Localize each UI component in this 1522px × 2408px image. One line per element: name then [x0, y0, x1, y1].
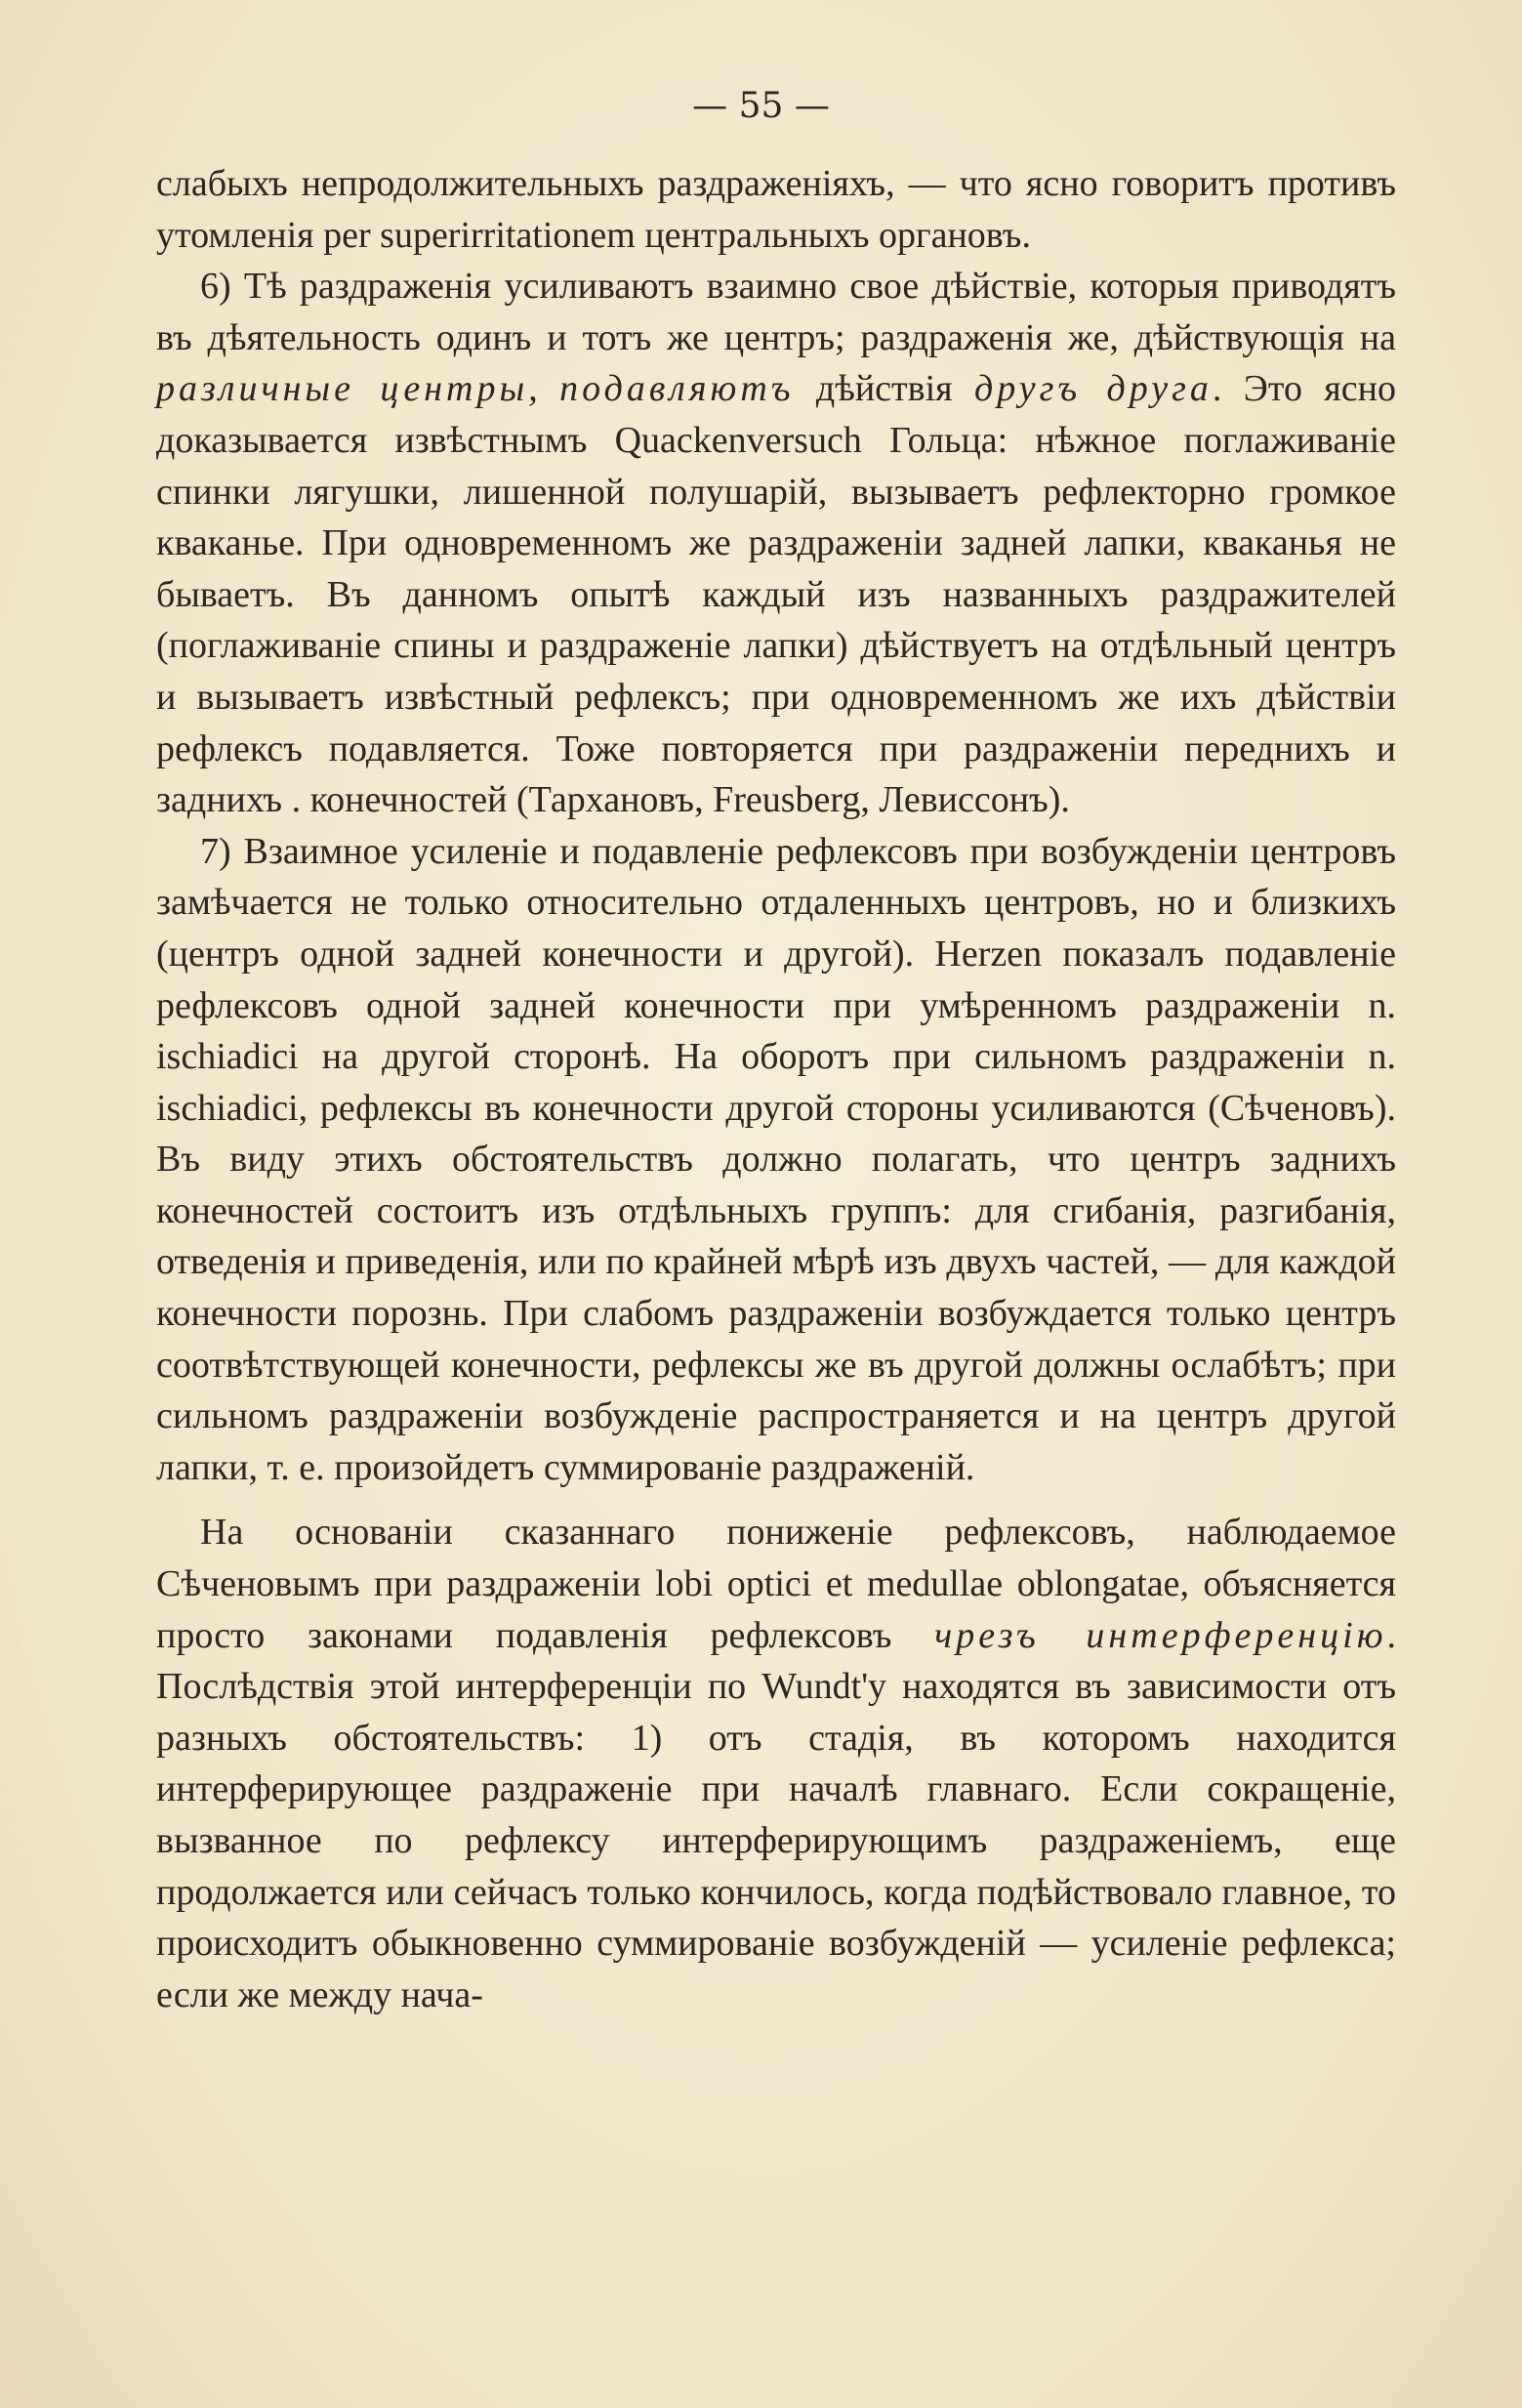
paragraph-p1 — [156, 158, 1396, 261]
text-run: 6) Тѣ раздраженія усиливаютъ взаимно свое дѣйствіе, которыя приводятъ въ дѣятельность одинъ и тотъ же центръ; раздраженія же, дѣйствующія на — [156, 266, 1396, 358]
emphasized-text: различные центры — [156, 368, 529, 410]
text-run: 7) Взаимное усиленіе и подавленіе рефлексовъ при возбужденіи центровъ замѣчается не только относительно отдаленныхъ центровъ, но и близкихъ (центръ одной задней конечности и другой). Herzen показалъ подавленіе рефлексовъ одной задней конечности при умѣренномъ раздраженіи n. ischiadici на другой сторонѣ. На оборотъ при сильномъ раздраженіи n. ischiadici, рефлексы въ конечности другой стороны усиливаются (Сѣченовъ). Въ виду этихъ обстоятельствъ должно полагать, что центръ заднихъ конечностей состоитъ изъ отдѣльныхъ группъ: для сгибанія, разгибанія, отведенія и приведенія, или по крайней мѣрѣ изъ двухъ частей, — для каждой конечности порознь. При слабомъ раздраженіи возбуждается только центръ соотвѣтствующей конечности, рефлексы же въ другой должны ослабѣтъ; при сильномъ раздраженіи возбужденіе распространяется и на центръ другой лапки, т. е. произойдетъ суммированіе раздраженій. — [156, 830, 1396, 1488]
page-number: — 55 — — [692, 86, 830, 126]
emphasized-text: подавляютъ — [559, 368, 795, 410]
text-run: . Послѣдствія этой интерференціи по Wundt'у находятся въ зависимости отъ разныхъ обстоятельствъ: 1) отъ стадія, въ которомъ находится интерферирующее раздраженіе при началѣ главнаго. Если сокращеніе, вызванное по рефлексу интерферирующимъ раздраженіемъ, еще продолжается или сейчасъ только кончилось, когда подѣйствовало главное, то происходитъ обыкновенно суммированіе возбужденій — усиленіе рефлекса; если же между нача- — [156, 1614, 1396, 2015]
text-run: . Это ясно доказывается извѣстнымъ Quackenversuch Гольца: нѣжное поглаживаніе спинки лягушки, лишенной полушарій, вызываетъ рефлекторно громкое кваканье. При одновременномъ же раздраженіи задней лапки, кваканья не бываетъ. Въ данномъ опытѣ каждый изъ названныхъ раздражителей (поглаживаніе спины и раздраженіе лапки) дѣйствуетъ на отдѣльный центръ и вызываетъ извѣстный рефлексъ; при одновременномъ же ихъ дѣйствіи рефлексъ подавляется. Тоже повторяется при раздраженіи переднихъ и заднихъ . конечностей (Тархановъ, Freusberg, Левиссонъ). — [156, 368, 1396, 821]
paragraph-p3 — [156, 826, 1396, 1494]
emphasized-text: чрезъ интерференцію — [934, 1614, 1387, 1656]
text-run: слабыхъ непродолжительныхъ раздраженіяхъ, — что ясно говоритъ противъ утомленія per superirritationem центральныхъ органовъ. — [156, 163, 1396, 256]
text-run: На основаніи сказаннаго пониженіе рефлексовъ, наблюдаемое Сѣченовымъ при раздраженіи lobi optici et medullae oblongatae, объясняется просто законами подавленія рефлексовъ — [156, 1512, 1396, 1656]
paragraph-p2 — [156, 261, 1396, 826]
body-text — [156, 158, 1396, 2020]
emphasized-text: другъ друга — [973, 368, 1213, 410]
paragraph-p4 — [156, 1507, 1396, 2020]
text-run: , — [528, 368, 560, 410]
text-run: дѣйствія — [794, 368, 974, 410]
